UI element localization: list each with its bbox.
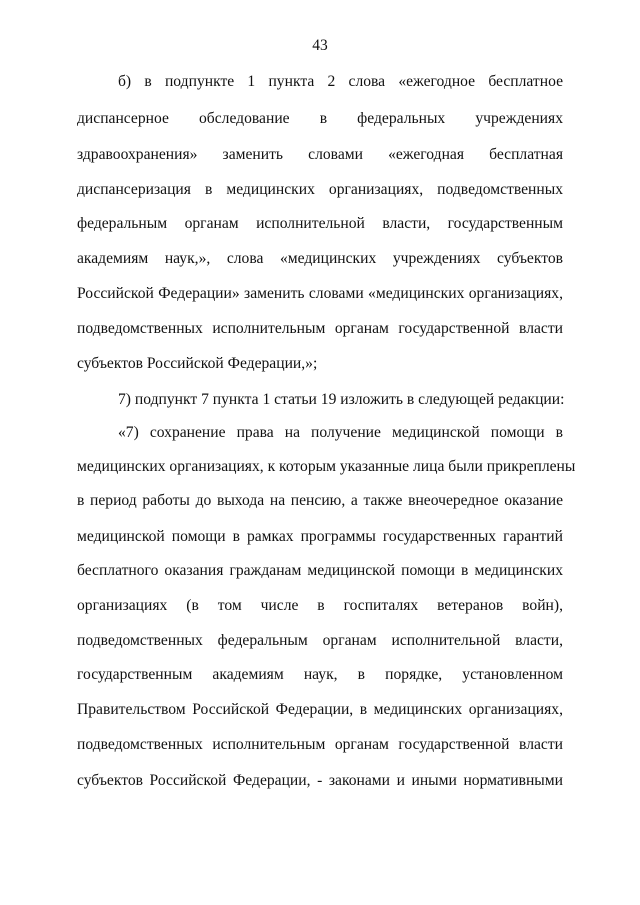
text-line: государственным академиям наук, в порядке, установленном (77, 666, 563, 683)
text-line: б) в подпункте 1 пункта 2 слова «ежегодное бесплатное (118, 73, 563, 90)
text-line: подведомственных исполнительным органам государственной власти (77, 320, 563, 337)
text-line: бесплатного оказания гражданам медицинской помощи в медицинских (77, 562, 563, 579)
page-number: 43 (312, 37, 328, 54)
text-line: медицинской помощи в рамках программы государственных гарантий (77, 528, 563, 545)
text-line: Правительством Российской Федерации, в медицинских организациях, (77, 701, 563, 718)
text-line: в период работы до выхода на пенсию, а также внеочередное оказание (77, 492, 563, 509)
text-line: субъектов Российской Федерации,»; (77, 355, 318, 372)
text-line: Российской Федерации» заменить словами «медицинских организациях, (77, 285, 563, 302)
text-line: организациях (в том числе в госпиталях ветеранов войн), (77, 597, 563, 614)
text-line: субъектов Российской Федерации, - законами и иными нормативными (77, 772, 563, 789)
text-line: «7) сохранение права на получение медицинской помощи в (118, 424, 563, 441)
text-line: диспансерное обследование в федеральных учреждениях (77, 110, 563, 127)
text-line: медицинских организациях, к которым указанные лица были прикреплены (77, 458, 576, 475)
text-line: здравоохранения» заменить словами «ежегодная бесплатная (77, 146, 563, 163)
text-line: подведомственных исполнительным органам государственной власти (77, 736, 563, 753)
text-line: федеральным органам исполнительной власти, государственным (77, 215, 563, 232)
text-line: академиям наук,», слова «медицинских учреждениях субъектов (77, 250, 563, 267)
text-line: 7) подпункт 7 пункта 1 статьи 19 изложить в следующей редакции: (118, 391, 565, 408)
text-line: диспансеризация в медицинских организациях, подведомственных (77, 181, 563, 198)
text-line: подведомственных федеральным органам исполнительной власти, (77, 632, 563, 649)
